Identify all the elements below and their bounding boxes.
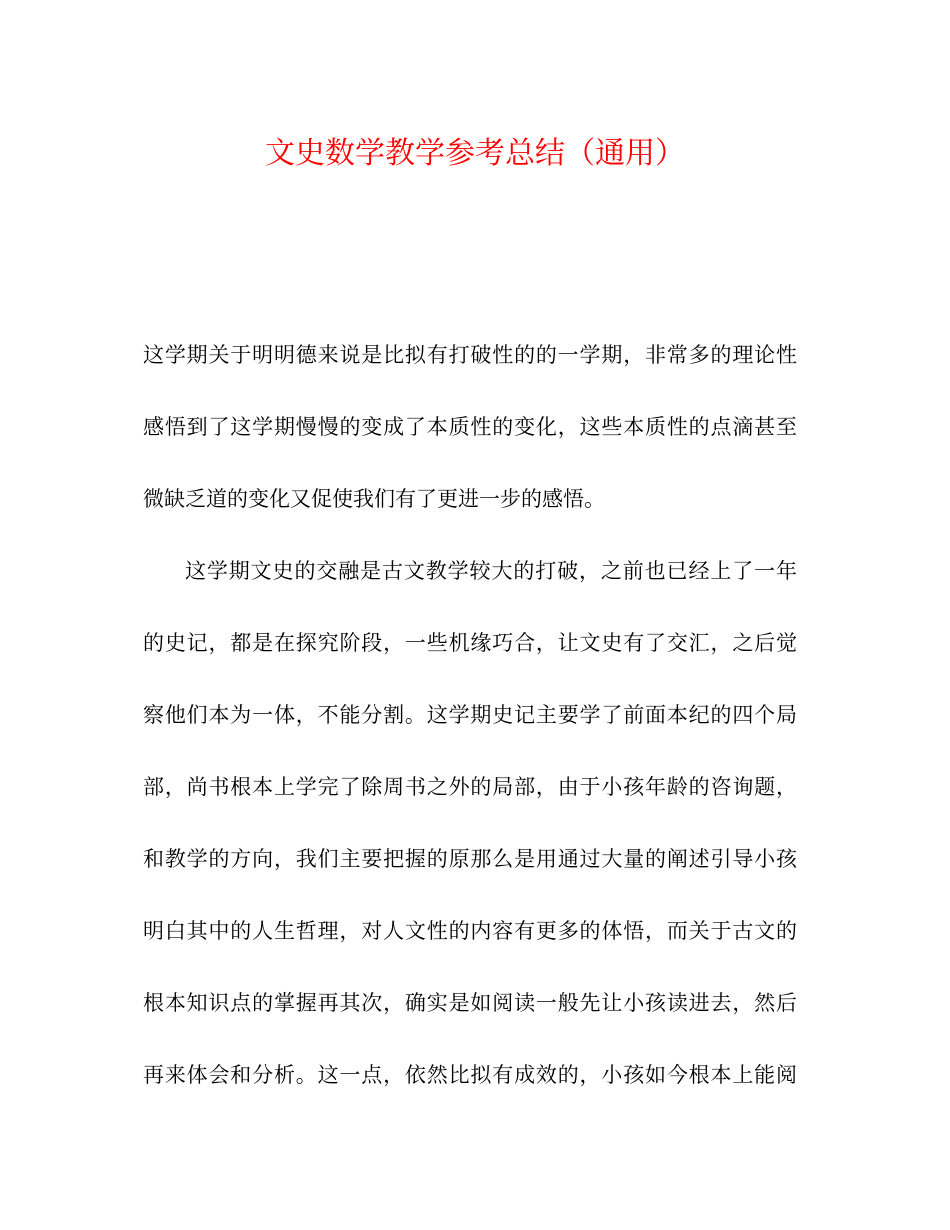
paragraph-line: 微缺乏道的变化又促使我们有了更进一步的感悟。 (143, 487, 605, 511)
paragraph-line: 感悟到了这学期慢慢的变成了本质性的变化，这些本质性的点滴甚至 (143, 415, 797, 439)
document-title: 文史数学教学参考总结（通用） (265, 136, 685, 171)
paragraph-line: 部，尚书根本上学完了除周书之外的局部，由于小孩年龄的咨询题， (143, 775, 797, 799)
paragraph-line: 根本知识点的掌握再其次，确实是如阅读一般先让小孩读进去，然后 (143, 991, 797, 1015)
paragraph-line: 这学期关于明明德来说是比拟有打破性的的一学期，非常多的理论性 (143, 343, 797, 367)
paragraph-line: 明白其中的人生哲理，对人文性的内容有更多的体悟，而关于古文的 (143, 919, 797, 943)
paragraph-1 (143, 331, 797, 523)
document-body (143, 331, 797, 1123)
paragraph-2 (143, 547, 797, 1099)
paragraph-line: 这学期文史的交融是古文教学较大的打破，之前也已经上了一年 (185, 559, 797, 583)
paragraph-line: 察他们本为一体，不能分割。这学期史记主要学了前面本纪的四个局 (143, 703, 797, 727)
paragraph-line: 再来体会和分析。这一点，依然比拟有成效的，小孩如今根本上能阅 (143, 1063, 797, 1087)
paragraph-line: 的史记，都是在探究阶段，一些机缘巧合，让文史有了交汇，之后觉 (143, 631, 797, 655)
paragraph-line: 和教学的方向，我们主要把握的原那么是用通过大量的阐述引导小孩 (143, 847, 797, 871)
